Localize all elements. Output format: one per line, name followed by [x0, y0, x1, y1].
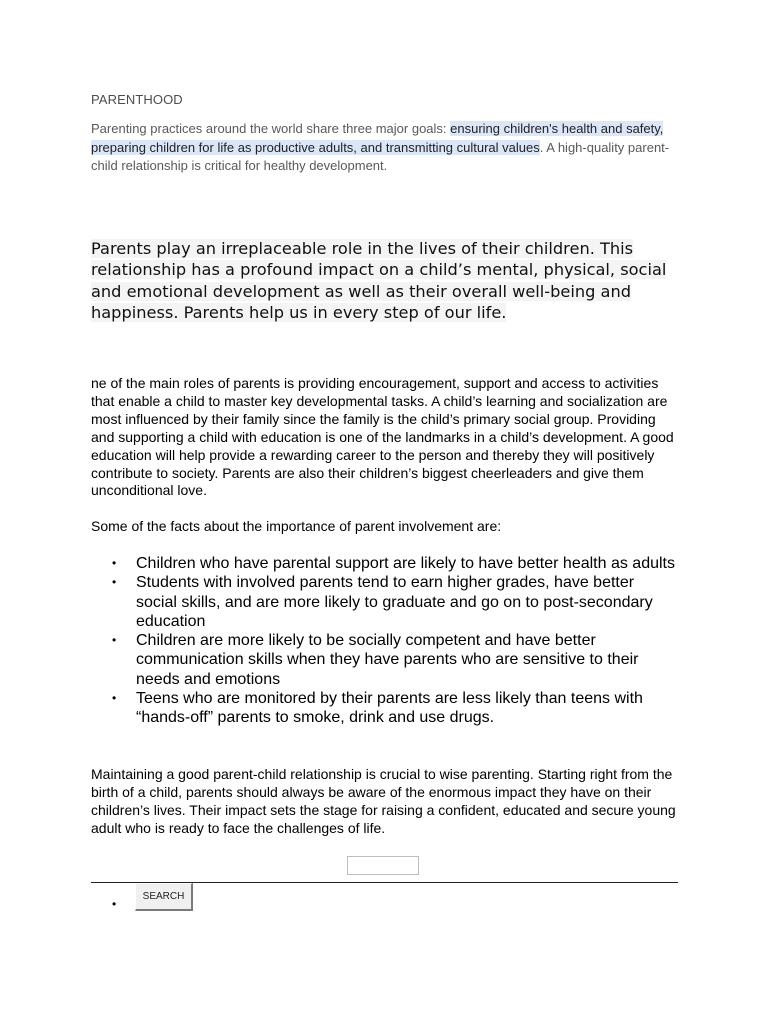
list-item: • Children who have parental support are likely to have better health as adults	[136, 554, 678, 573]
quote-text: Parents play an irreplaceable role in the lives of their children. This relationship has a profound impact on a child’s mental, physical, social and emotional development as well as their overall well-being and happiness. Parents help us in every step of our life.	[91, 239, 667, 322]
list-item: • Teens who are monitored by their parents are less likely than teens with “hands-off” parents to smoke, drink and use drugs.	[136, 689, 678, 728]
page-title: PARENTHOOD	[91, 92, 183, 107]
body-paragraph-conclusion: Maintaining a good parent-child relationship is crucial to wise parenting. Starting right from the birth of a child, parents should always be aware of the enormous impact they have on their children’s lives. Their impact sets the stage for raising a confident, educated and secure young adult who is ready to face the challenges of life.	[91, 766, 676, 836]
highlighted-text: ensuring children's health and safety, preparing children for life as productive adults, and transmitting cultural values	[91, 121, 664, 155]
body-paragraph-roles: ne of the main roles of parents is providing encouragement, support and access to activities that enable a child to master key developmental tasks. A child’s learning and socialization are most influenced by their family since the family is the child’s primary social group. Providing and supporting a child with education is one of the landmarks in a child’s development. A good education will help provide a rewarding career to the person and thereby they will positively contribute to society. Parents are also their children’s biggest cheerleaders and give them unconditional love.	[91, 375, 674, 499]
list-item: • Students with involved parents tend to earn higher grades, have better social skills, and are more likely to graduate and go on to post-secondary education	[136, 573, 678, 631]
document-page	[91, 0, 678, 1024]
bullet-icon: •	[112, 897, 117, 911]
facts-list	[91, 554, 678, 728]
list-item: • Children are more likely to be socially competent and have better communication skills when they have parents who are sensitive to their needs and emotions	[136, 631, 678, 689]
search-button[interactable]: SEARCH	[135, 883, 193, 911]
intro-paragraph	[91, 120, 671, 176]
search-input[interactable]	[347, 856, 419, 875]
facts-intro-paragraph: Some of the facts about the importance of parent involvement are:	[91, 518, 502, 534]
intro-text-end: . A high-quality parent-child relationship is critical for healthy development.	[91, 139, 670, 173]
quote-paragraph	[91, 238, 681, 323]
intro-text: Parenting practices around the world share three major goals:	[91, 121, 451, 136]
